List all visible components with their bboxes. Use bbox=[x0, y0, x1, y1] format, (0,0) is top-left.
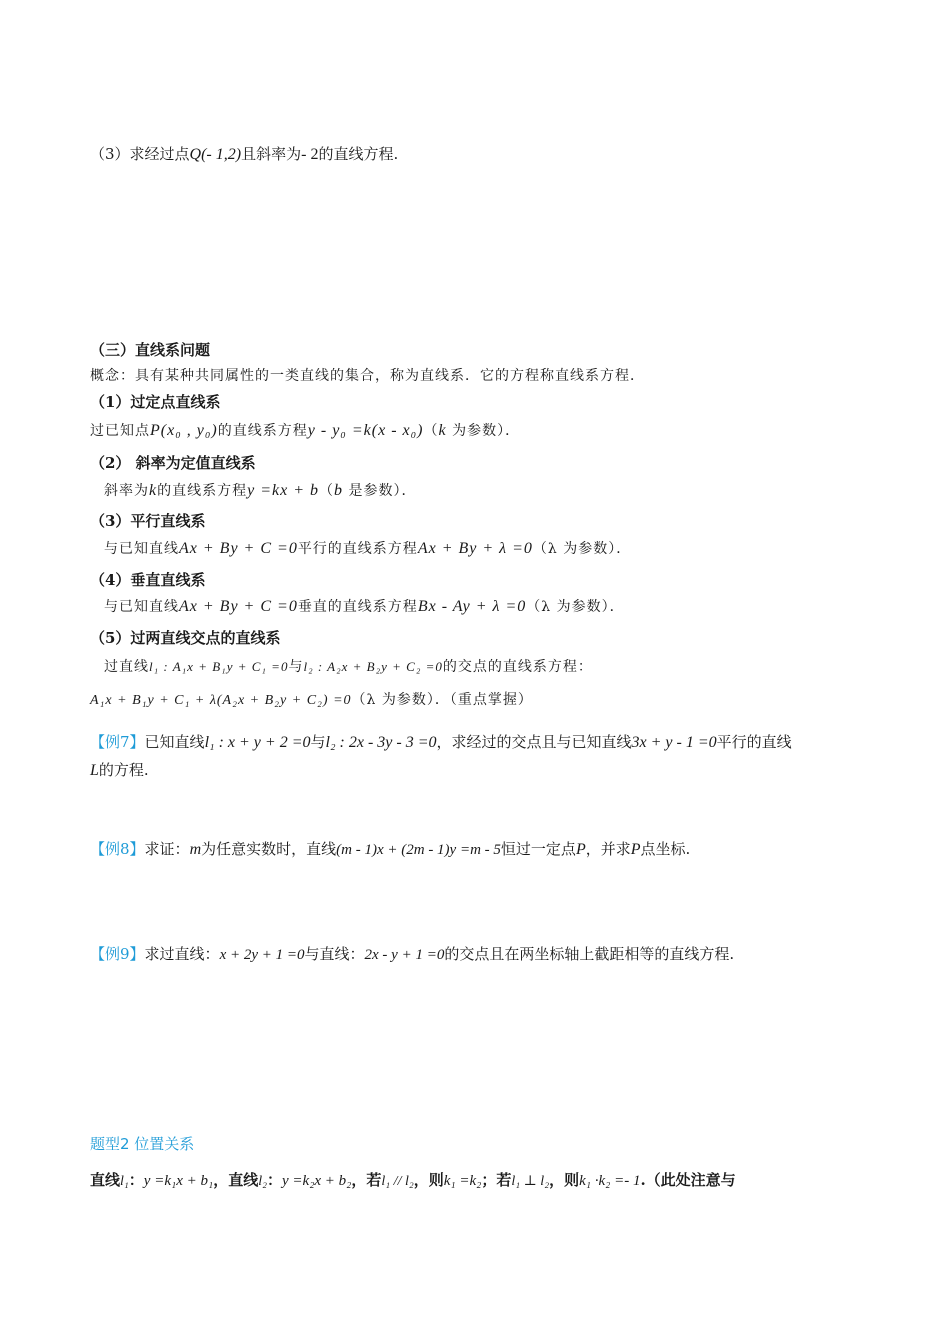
point-slope-equation: y - y₀ =k(x - x₀) bbox=[307, 422, 424, 439]
item-2-param: b bbox=[334, 482, 344, 499]
item-4-tail: （λ 为参数）． bbox=[526, 599, 625, 615]
example-8-mid: 为任意实数时，直线 bbox=[201, 840, 337, 858]
example-7 bbox=[90, 731, 792, 754]
item-4-lead: 与已知直线 bbox=[104, 599, 179, 615]
topic-2-then-2: ，则 bbox=[549, 1171, 580, 1189]
item-1-body bbox=[90, 420, 520, 442]
item-2-k: k bbox=[149, 482, 158, 499]
given-line-equation-2: Ax + By + C =0 bbox=[179, 598, 298, 615]
topic-2-mid: ，直线 bbox=[213, 1171, 259, 1189]
example-8-mid2: 恒过一定点 bbox=[500, 840, 576, 858]
example-7-tag: 【例7】 bbox=[90, 733, 145, 751]
item-1-param: k bbox=[438, 422, 447, 439]
example-7-l1: l₁ : x + y + 2 =0 bbox=[204, 734, 311, 751]
item-3-mid: 平行的直线系方程 bbox=[297, 541, 418, 557]
topic-2-l1: l₁ bbox=[120, 1174, 129, 1189]
example-8-lead: 求证： bbox=[144, 840, 190, 858]
example-8-point-p: P bbox=[575, 841, 586, 858]
point-q: Q(- 1,2) bbox=[189, 146, 242, 163]
item-2-body bbox=[104, 480, 416, 502]
item-5-body bbox=[104, 656, 593, 678]
item-3-tail: （λ 为参数）． bbox=[532, 541, 632, 557]
item-5-formula-tail: （λ 为参数）．（重点掌握） bbox=[351, 692, 533, 708]
topic-2-eq-1: y =k₁x + b₁ bbox=[143, 1173, 214, 1189]
topic-2-if-2: ；若 bbox=[481, 1171, 512, 1189]
item-5-formula-line bbox=[90, 689, 533, 712]
item-1-title: （1）过定点直线系 bbox=[90, 393, 221, 411]
item-1-tail: （ bbox=[423, 423, 439, 439]
slope-value: - 2 bbox=[301, 146, 319, 163]
item-1-tail2: 为参数）． bbox=[446, 423, 521, 439]
item-3-body bbox=[104, 538, 631, 560]
item-5-title: （5）过两直线交点的直线系 bbox=[90, 629, 281, 647]
question-3-mid: 且斜率为 bbox=[241, 145, 302, 163]
topic-2-if-1: ，若 bbox=[351, 1171, 382, 1189]
intersection-family-equation: A₁x + B₁y + C₁ + λ(A₂x + B₂y + C₂) =0 bbox=[90, 693, 352, 708]
item-2-title: （2） 斜率为定值直线系 bbox=[90, 454, 256, 472]
item-3-title: （3）平行直线系 bbox=[90, 512, 206, 530]
item-5-tail: 的交点的直线系方程： bbox=[442, 659, 593, 675]
item-2-lead: 斜率为 bbox=[104, 483, 149, 499]
topic-2-res-perpendicular: k₁ ·k₂ =- 1 bbox=[579, 1173, 641, 1189]
example-7-mid2: ，求经过的交点且与已知直线 bbox=[436, 733, 632, 751]
example-9-mid: 与直线： bbox=[304, 945, 365, 963]
topic-2-tail: .（此处注意与 bbox=[640, 1171, 736, 1189]
item-2-mid: 的直线系方程 bbox=[157, 483, 248, 499]
topic-2-cond-parallel: l₁ // l₂ bbox=[381, 1174, 414, 1189]
item-1-lead: 过已知点 bbox=[90, 423, 150, 439]
example-8-tag: 【例8】 bbox=[90, 840, 145, 858]
item-4-mid: 垂直的直线系方程 bbox=[297, 599, 418, 615]
example-8 bbox=[90, 838, 690, 861]
item-5-mid: 与 bbox=[288, 659, 304, 675]
topic-2-lead: 直线 bbox=[90, 1171, 121, 1189]
example-9-tail: 的交点且在两坐标轴上截距相等的直线方程. bbox=[444, 945, 735, 963]
given-line-equation: Ax + By + C =0 bbox=[179, 540, 298, 557]
example-8-m: m bbox=[189, 841, 202, 858]
example-7-given-line: 3x + y - 1 =0 bbox=[631, 734, 717, 751]
line-l1-equation: l₁ : A₁x + B₁y + C₁ =0 bbox=[149, 659, 289, 674]
example-7-line-2-tail: 的方程. bbox=[98, 761, 149, 779]
slope-intercept-equation: y =kx + b bbox=[247, 482, 320, 499]
line-l2-equation: l₂ : A₂x + B₂y + C₂ =0 bbox=[303, 659, 443, 674]
example-9 bbox=[90, 943, 734, 966]
topic-2-colon-1: ： bbox=[128, 1171, 144, 1189]
item-2-tail2: 是参数）． bbox=[343, 483, 417, 499]
example-8-tail: 点坐标. bbox=[640, 840, 691, 858]
item-2-tail: （ bbox=[319, 483, 335, 499]
question-3-lead: （3）求经过点 bbox=[90, 145, 190, 163]
topic-2-then-1: ，则 bbox=[413, 1171, 444, 1189]
example-9-tag: 【例9】 bbox=[90, 945, 145, 963]
example-7-l2: l₂ : 2x - 3y - 3 =0 bbox=[325, 734, 437, 751]
topic-2-cond-perpendicular: l₁ ⊥ l₂ bbox=[511, 1174, 550, 1189]
item-4-title: （4）垂直直线系 bbox=[90, 571, 206, 589]
example-7-line-2 bbox=[90, 759, 149, 782]
example-8-mid3: ，并求 bbox=[585, 840, 631, 858]
parallel-family-equation: Ax + By + λ =0 bbox=[417, 540, 533, 557]
point-p: P(x₀ , y₀) bbox=[150, 422, 218, 439]
item-5-lead: 过直线 bbox=[104, 659, 149, 675]
item-4-body bbox=[104, 596, 625, 618]
example-7-line-l: L bbox=[90, 762, 99, 779]
item-3-lead: 与已知直线 bbox=[104, 541, 179, 557]
item-1-mid: 的直线系方程 bbox=[217, 423, 308, 439]
perpendicular-family-equation: Bx - Ay + λ =0 bbox=[417, 598, 527, 615]
example-7-tail: 平行的直线 bbox=[716, 733, 792, 751]
concept-text: 概念：具有某种共同属性的一类直线的集合，称为直线系．它的方程称直线系方程． bbox=[90, 368, 645, 384]
section-3-title: （三）直线系问题 bbox=[90, 341, 211, 359]
question-3 bbox=[90, 143, 398, 166]
example-7-lead: 已知直线 bbox=[144, 733, 205, 751]
example-9-lead: 求过直线： bbox=[144, 945, 220, 963]
example-7-mid: 与 bbox=[310, 733, 326, 751]
example-9-line-2: 2x - y + 1 =0 bbox=[364, 947, 445, 963]
topic-2-eq-2: y =k₂x + b₂ bbox=[282, 1173, 352, 1189]
example-9-line-1: x + 2y + 1 =0 bbox=[219, 947, 305, 963]
topic-2-body bbox=[90, 1169, 736, 1193]
example-8-point-p-2: P bbox=[630, 841, 641, 858]
example-8-equation: (m - 1)x + (2m - 1)y =m - 5 bbox=[336, 842, 501, 858]
question-3-tail: 的直线方程. bbox=[318, 145, 399, 163]
topic-2-res-parallel: k₁ =k₂ bbox=[443, 1173, 482, 1189]
topic-2-l2: l₂ bbox=[258, 1174, 267, 1189]
topic-2-title: 题型2 位置关系 bbox=[90, 1135, 195, 1153]
topic-2-colon-2: ： bbox=[266, 1171, 282, 1189]
